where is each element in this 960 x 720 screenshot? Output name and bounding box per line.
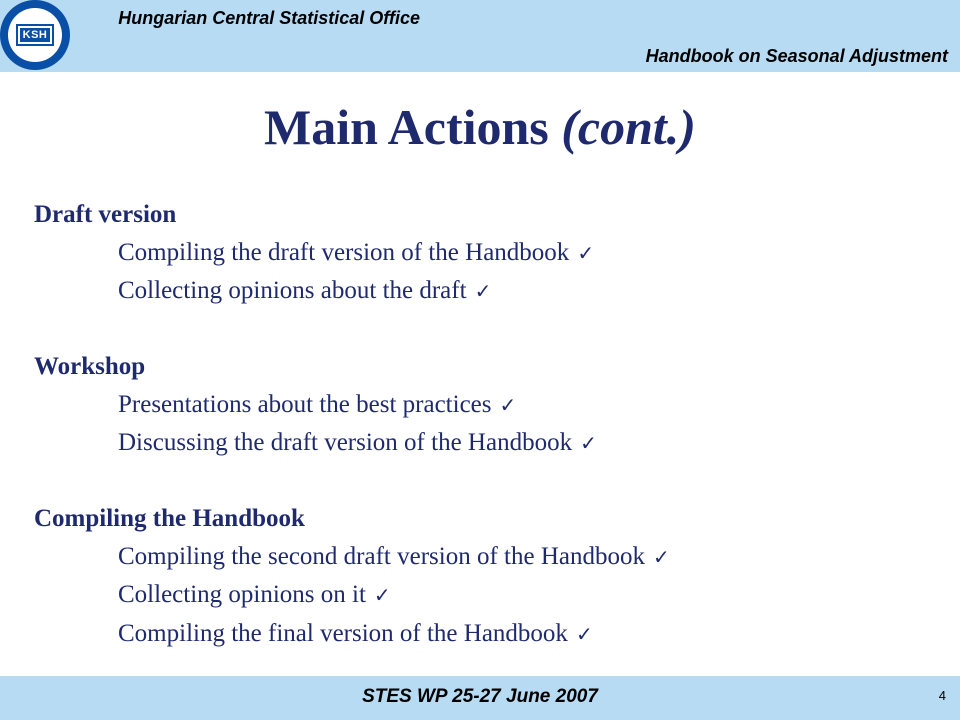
slide-content (34, 196, 934, 653)
list-item: Compiling the draft version of the Handbook ✓ (118, 238, 595, 266)
section-heading: Workshop (34, 353, 146, 380)
ksh-logo (0, 0, 70, 70)
check-icon: ✓ (652, 544, 670, 569)
list-item: Compiling the final version of the Handbook ✓ (118, 619, 593, 647)
slide-title-suffix: (cont.) (561, 99, 696, 155)
page-number: 4 (938, 688, 946, 703)
list-item: Discussing the draft version of the Handbook ✓ (118, 429, 597, 456)
slide-title-main: Main Actions (264, 99, 549, 155)
footer-text: STES WP 25-27 June 2007 (362, 686, 598, 707)
check-icon: ✓ (499, 392, 517, 417)
check-icon: ✓ (373, 583, 391, 607)
org-name: Hungarian Central Statistical Office (118, 8, 420, 28)
list-item: Compiling the second draft version of the Handbook ✓ (118, 542, 670, 570)
handbook-title: Handbook on Seasonal Adjustment (645, 46, 948, 66)
section-heading: Compiling the Handbook (34, 505, 305, 532)
check-icon: ✓ (474, 279, 492, 303)
header-band (0, 0, 960, 72)
check-icon: ✓ (575, 621, 593, 646)
list-item: Collecting opinions on it ✓ (118, 581, 391, 608)
list-item: Collecting opinions about the draft ✓ (118, 277, 492, 304)
logo-text: KSH (18, 26, 53, 44)
list-item: Presentations about the best practices ✓ (118, 390, 517, 418)
check-icon: ✓ (580, 431, 597, 455)
slide-title (0, 98, 960, 156)
footer-band (0, 676, 960, 720)
check-icon: ✓ (577, 240, 595, 265)
section-heading: Draft version (34, 201, 177, 228)
